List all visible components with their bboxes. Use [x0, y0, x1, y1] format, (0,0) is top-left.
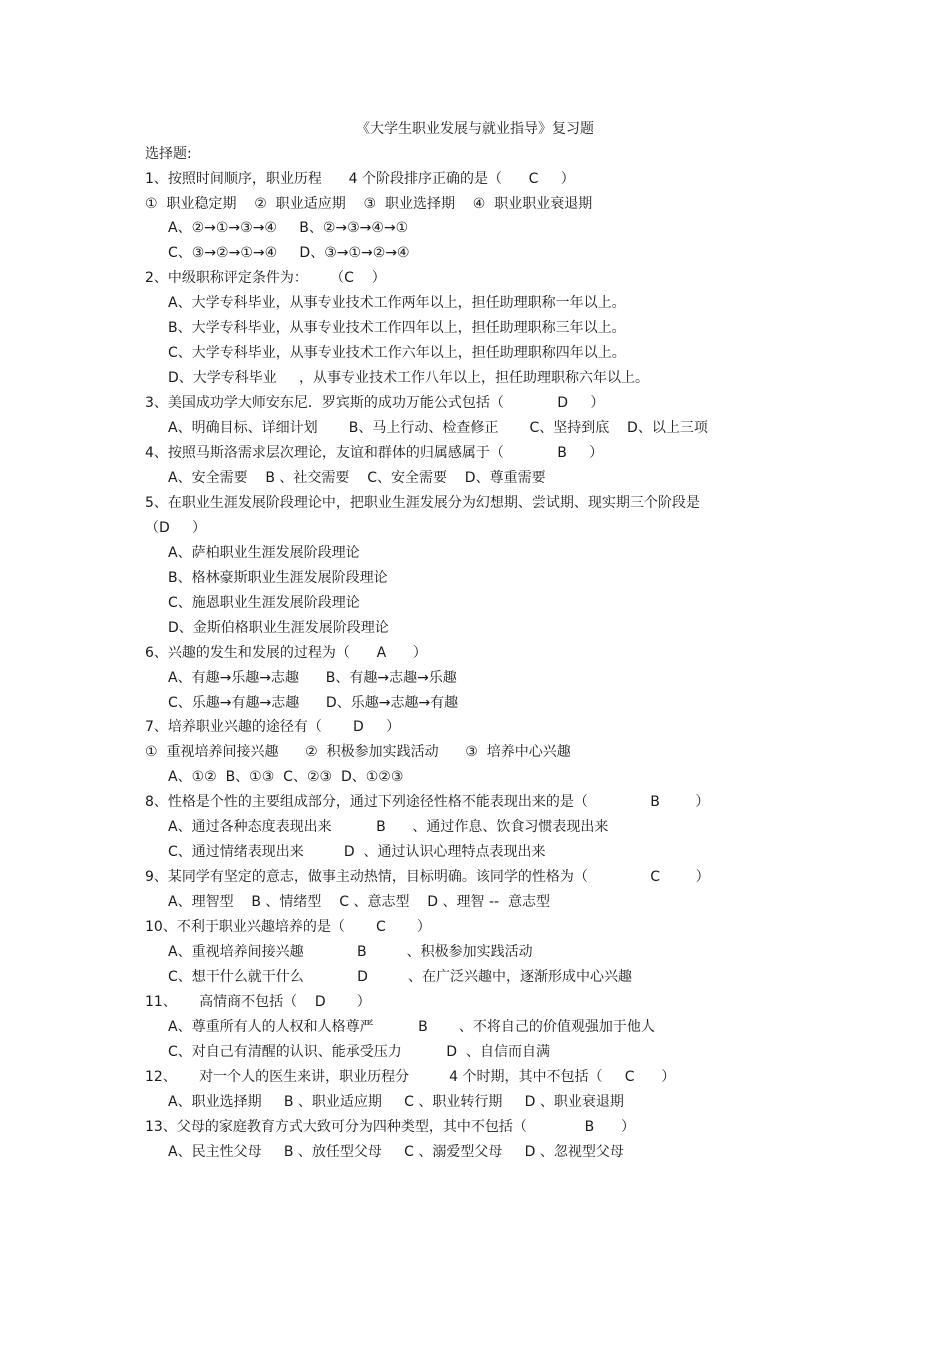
- section-label: 选择题:: [145, 146, 192, 162]
- question-3-options: A、明确目标、详细计划 B、马上行动、检查修正 C、坚持到底 D、以上三项: [168, 420, 708, 436]
- question-10-options-cd: C、想干什么就干什么 D 、在广泛兴趣中，逐渐形成中心兴趣: [168, 969, 633, 985]
- question-7: 7、培养职业兴趣的途径有（ D ）: [145, 719, 401, 735]
- question-9: 9、某同学有坚定的意志，做事主动热情，目标明确。该同学的性格为（ C ）: [145, 869, 710, 885]
- question-6-options-ab: A、有趣→乐趣→志趣 B、有趣→志趣→乐趣: [168, 670, 457, 686]
- question-2-option-b: B、大学专科毕业，从事专业技术工作四年以上，担任助理职称三年以上。: [168, 320, 626, 336]
- question-2-option-a: A、大学专科毕业，从事专业技术工作两年以上，担任助理职称一年以上。: [168, 295, 626, 311]
- question-2: 2、中级职称评定条件为： （C ）: [145, 270, 386, 286]
- question-4-options: A、安全需要 B 、社交需要 C、安全需要 D、尊重需要: [168, 470, 546, 486]
- question-5: 5、在职业生涯发展阶段理论中，把职业生涯发展分为幻想期、尝试期、现实期三个阶段是: [145, 495, 700, 511]
- question-5-answer: （D ）: [145, 520, 207, 536]
- question-1-stages: ① 职业稳定期 ② 职业适应期 ③ 职业选择期 ④ 职业职业衰退期: [145, 196, 593, 212]
- question-2-option-d: D、大学专科毕业 ，从事专业技术工作八年以上，担任助理职称六年以上。: [168, 370, 650, 386]
- question-8-options-ab: A、通过各种态度表现出来 B 、通过作息、饮食习惯表现出来: [168, 819, 609, 835]
- question-8-options-cd: C、通过情绪表现出来 D 、通过认识心理特点表现出来: [168, 844, 546, 860]
- question-9-options: A、理智型 B 、情绪型 C 、意志型 D 、理智 -- 意志型: [168, 894, 550, 910]
- question-8: 8、性格是个性的主要组成部分，通过下列途径性格不能表现出来的是（ B ）: [145, 794, 710, 810]
- question-11-options-cd: C、对自己有清醒的认识、能承受压力 D 、自信而自满: [168, 1044, 550, 1060]
- question-5-option-a: A、萨柏职业生涯发展阶段理论: [168, 545, 360, 561]
- question-7-options: A、①② B、①③ C、②③ D、①②③: [168, 769, 404, 785]
- question-1: 1、按照时间顺序，职业历程 4 个阶段排序正确的是（ C ）: [145, 171, 575, 187]
- question-11: 11、 高情商不包括（ D ）: [145, 994, 371, 1010]
- question-5-option-b: B、格林豪斯职业生涯发展阶段理论: [168, 570, 388, 586]
- question-5-option-d: D、金斯伯格职业生涯发展阶段理论: [168, 620, 389, 636]
- question-10-options-ab: A、重视培养间接兴趣 B 、积极参加实践活动: [168, 944, 533, 960]
- question-7-items: ① 重视培养间接兴趣 ② 积极参加实践活动 ③ 培养中心兴趣: [145, 744, 571, 760]
- question-5-option-c: C、施恩职业生涯发展阶段理论: [168, 595, 360, 611]
- question-1-options-cd: C、③→②→①→④ D、③→①→②→④: [168, 245, 410, 261]
- question-6-options-cd: C、乐趣→有趣→志趣 D、乐趣→志趣→有趣: [168, 695, 459, 711]
- document-title: 《大学生职业发展与就业指导》复习题: [356, 121, 594, 137]
- question-10: 10、不利于职业兴趣培养的是（ C ）: [145, 919, 431, 935]
- question-4: 4、按照马斯洛需求层次理论，友谊和群体的归属感属于（ B ）: [145, 445, 604, 461]
- question-13: 13、父母的家庭教育方式大致可分为四种类型，其中不包括（ B ）: [145, 1119, 635, 1135]
- question-11-options-ab: A、尊重所有人的人权和人格尊严 B 、不将自己的价值观强加于他人: [168, 1019, 655, 1035]
- question-13-options: A、民主性父母 B 、放任型父母 C 、溺爱型父母 D 、忽视型父母: [168, 1144, 624, 1160]
- question-12-options: A、职业选择期 B 、职业适应期 C 、职业转行期 D 、职业衰退期: [168, 1094, 624, 1110]
- question-3: 3、美国成功学大师安东尼．罗宾斯的成功万能公式包括（ D ）: [145, 395, 605, 411]
- question-2-option-c: C、大学专科毕业，从事专业技术工作六年以上，担任助理职称四年以上。: [168, 345, 626, 361]
- question-1-options-ab: A、②→①→③→④ B、②→③→④→①: [168, 220, 409, 236]
- question-6: 6、兴趣的发生和发展的过程为（ A ）: [145, 645, 427, 661]
- question-12: 12、 对一个人的医生来讲，职业历程分 4 个时期，其中不包括（ C ）: [145, 1069, 676, 1085]
